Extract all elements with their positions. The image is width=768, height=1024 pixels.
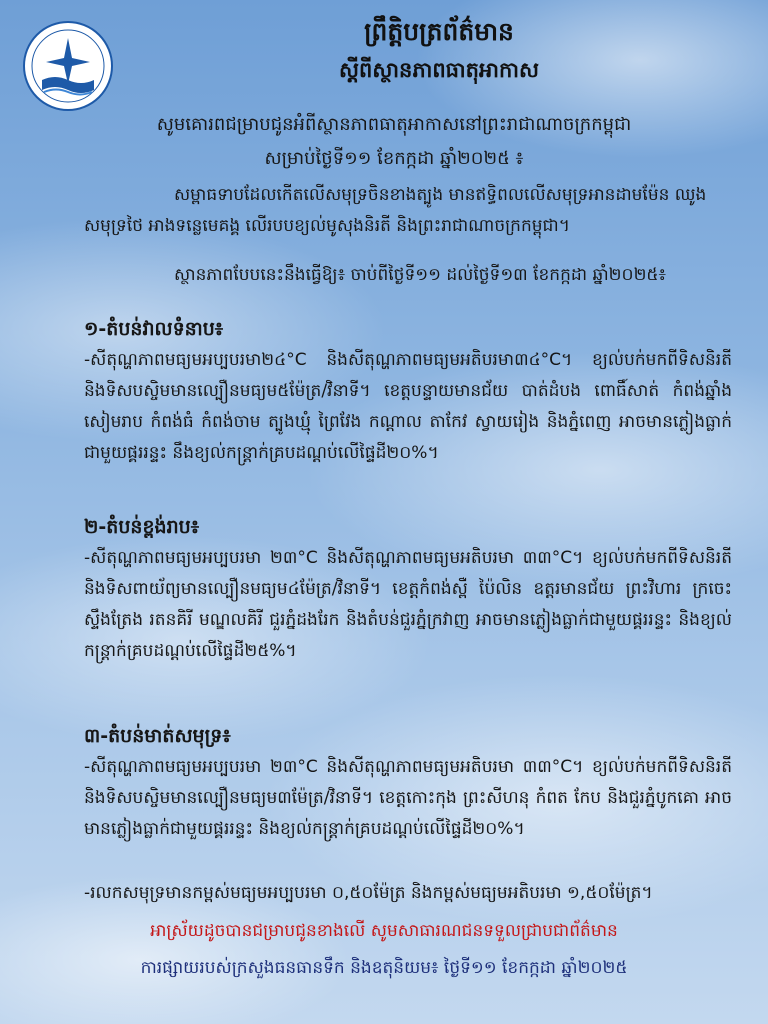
wave-height-text: -រលកសមុទ្រមានកម្ពស់មធ្យមអប្បបរមា ០,៥០ម៉ែត្រ និងកម្ពស់មធ្យមអតិបរមា ១,៥០ម៉ែត្រ។ (84, 883, 653, 903)
intro-line-1: សូមគោរពជម្រាបជូនអំពីស្ថានភាពធាតុអាកាសនៅព្រះរាជាណាចក្រកម្ពុជា (156, 114, 632, 135)
page-subtitle: ស្តីពីស្ថានភាពធាតុអាកាស (339, 58, 539, 82)
ministry-logo (22, 20, 114, 112)
region-3-heading: ៣-តំបន់មាត់សមុទ្រ៖ (84, 725, 231, 747)
page-title: ព្រឹត្តិបត្រព័ត៌មាន (364, 17, 514, 46)
footer-source: ការផ្សាយរបស់ក្រសួងធនធានទឹក និងឧតុនិយម៖ ថ្ងៃទី១១ ខែកក្កដា ឆ្នាំ២០២៥ (140, 958, 628, 978)
footer-notice: អាស្រ័យដូចបានជម្រាបជូនខាងលើ សូមសាធារណជនទទួលជ្រាបជាព័ត៌មាន (150, 921, 618, 941)
forecast-period: ស្ថានភាពបែបនេះនឹងធ្វើឱ្យ៖ ចាប់ពីថ្ងៃទី១១ ដល់ថ្ងៃទី១៣ ខែកក្កដា ឆ្នាំ២០២៥៖ (174, 265, 666, 285)
region-1-heading: ១-តំបន់វាលទំនាប៖ (84, 318, 224, 340)
region-1-text: -សីតុណ្ហភាពមធ្យមអប្បបរមា២៤°C និងសីតុណ្ហភាពមធ្យមអតិបរមា៣៤°C។ ខ្យល់បក់មកពីទិសនិរតី និងទិសបស្ចិមមានល្បឿនមធ្យម៥ម៉ែត្រ/វិនាទី។ ខេត្តបន្ទាយមានជ័យ បាត់ដំបង ពោធិ៍សាត់ កំពង់ឆ្នាំង សៀមរាប កំពង់ធំ កំពង់ចាម ត្បូងឃ្មុំ ព្រៃវែង កណ្តាល តាកែវ ស្វាយរៀង និងភ្នំពេញ អាចមានភ្លៀងធ្លាក់ជាមួយផ្គររន្ទះ នឹងខ្យល់កន្ត្រាក់គ្របដណ្តប់លើផ្ទៃដី២០%។ (84, 350, 732, 463)
intro-line-2: សម្រាប់ថ្ងៃទី១១ ខែកក្កដា ឆ្នាំ២០២៥ ៖ (264, 148, 524, 169)
region-2-text: -សីតុណ្ហភាពមធ្យមអប្បបរមា ២៣°C និងសីតុណ្ហភាពមធ្យមអតិបរមា ៣៣°C។ ខ្យល់បក់មកពីទិសនិរតី និងទិសពាយ័ព្យមានល្បឿនមធ្យម៤ម៉ែត្រ/វិនាទី។ ខេត្តកំពង់ស្ពឺ ប៉ៃលិន ឧត្តរមានជ័យ ព្រះវិហារ ក្រចេះ ស្ទឹងត្រែង រតនគិរី មណ្ឌលគិរី ជួរភ្នំដងរែក និងតំបន់ជួរភ្នំក្រវាញ អាចមានភ្លៀងធ្លាក់ជាមួយផ្គររន្ទះ និងខ្យល់កន្ត្រាក់គ្របដណ្តប់លើផ្ទៃដី២៥%។ (84, 548, 732, 661)
intro (60, 108, 728, 176)
overview-paragraph: សម្ពាធទាបដែលកើតលើសមុទ្រចិនខាងត្បូង មានឥទ្ធិពលលើសមុទ្រអានដាមម៉ែន ឈូងសមុទ្រថៃ អាងទន្លេមេគង្គ លើរបបខ្យល់មូសុងនិរតី និងព្រះរាជាណាចក្រកម្ពុជា។ (84, 185, 707, 236)
region-2-heading: ២-តំបន់ខ្ពង់រាប៖ (84, 516, 200, 538)
header (130, 12, 748, 88)
region-3-text: -សីតុណ្ហភាពមធ្យមអប្បបរមា ២៣°C និងសីតុណ្ហភាពមធ្យមអតិបរមា ៣៣°C។ ខ្យល់បក់មកពីទិសនិរតី និងទិសបស្ចិមមានល្បឿនមធ្យម៣ម៉ែត្រ/វិនាទី។ ខេត្តកោះកុង ព្រះសីហនុ កំពត កែប និងជួរភ្នំបូកគោ អាចមានភ្លៀងធ្លាក់ជាមួយផ្គររន្ទះ និងខ្យល់កន្ត្រាក់គ្របដណ្តប់លើផ្ទៃដី២០%។ (84, 757, 732, 839)
